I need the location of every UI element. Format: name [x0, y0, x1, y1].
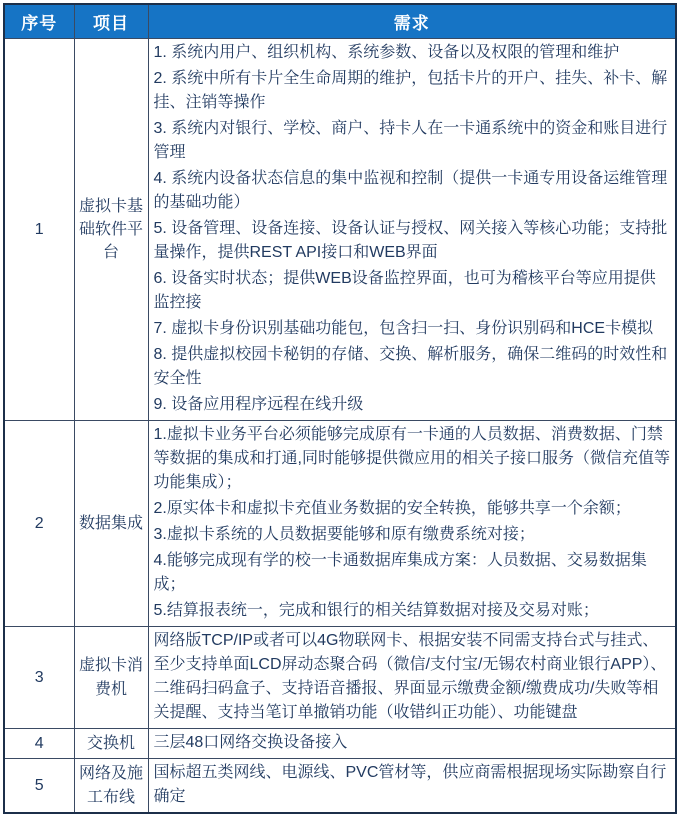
- requirement-paragraph: 2.原实体卡和虚拟卡充值业务数据的安全转换，能够共享一个余额；: [153, 500, 631, 517]
- row-number-cell: 5: [4, 759, 74, 814]
- requirement-paragraph: 3. 系统内对银行、学校、商户、持卡人在一卡通系统中的资金和账目进行管理: [153, 120, 668, 161]
- requirement-paragraph: 1. 系统内用户、组织机构、系统参数、设备以及权限的管理和维护: [153, 44, 620, 61]
- requirement-paragraph: 3.虚拟卡系统的人员数据要能够和原有缴费系统对接；: [153, 526, 535, 543]
- table-row: [4, 759, 676, 814]
- requirement-paragraph: 5. 设备管理、设备连接、设备认证与授权、网关接入等核心功能；支持批量操作，提供REST API接口和WEB界面: [153, 220, 668, 261]
- project-cell: 虚拟卡消费机: [74, 627, 148, 729]
- requirement-paragraph: 1.虚拟卡业务平台必须能够完成原有一卡通的人员数据、消费数据、门禁等数据的集成和打通,同时能够提供微应用的相关子接口服务（微信充值等功能集成）；: [153, 426, 670, 491]
- requirement-paragraph: 国标超五类网线、电源线、PVC管材等，供应商需根据现场实际勘察自行确定: [153, 764, 667, 805]
- requirement-paragraph: 4. 系统内设备状态信息的集中监视和控制（提供一卡通专用设备运维管理的基础功能）: [153, 170, 668, 211]
- requirement-paragraph: 三层48口网络交换设备接入: [153, 734, 348, 751]
- row-number-cell: 1: [4, 39, 74, 421]
- requirements-cell: [148, 729, 676, 759]
- requirement-paragraph: 9. 设备应用程序远程在线升级: [153, 396, 364, 413]
- row-number-cell: 2: [4, 421, 74, 627]
- table-row: [4, 729, 676, 759]
- requirements-cell: [148, 627, 676, 729]
- requirement-paragraph: 网络版TCP/IP或者可以4G物联网卡、根据安装不同需支持台式与挂式、至少支持单面LCD屏动态聚合码（微信/支付宝/无锡农村商业银行APP）、二维码扫码盒子、支持语音播报、界面显示缴费金额/缴费成功/失败等相关提醒、支持当笔订单撤销功能（收错纠正功能）、功能键盘: [153, 632, 667, 721]
- table-row: [4, 39, 676, 421]
- requirement-paragraph: 8. 提供虚拟校园卡秘钥的存储、交换、解析服务，确保二维码的时效性和安全性: [153, 346, 668, 387]
- requirement-paragraph: 5.结算报表统一，完成和银行的相关结算数据对接及交易对账；: [153, 602, 599, 619]
- project-cell: 网络及施工布线: [74, 759, 148, 814]
- requirement-paragraph: 4.能够完成现有学的校一卡通数据库集成方案：人员数据、交易数据集成；: [153, 552, 647, 593]
- requirements-cell: [148, 759, 676, 814]
- requirements-cell: [148, 421, 676, 627]
- requirements-table: [3, 3, 677, 814]
- header-cell-requirement: 需求: [148, 4, 676, 39]
- project-cell: 交换机: [74, 729, 148, 759]
- project-cell: 虚拟卡基础软件平台: [74, 39, 148, 421]
- row-number-cell: 4: [4, 729, 74, 759]
- header-cell-project: 项目: [74, 4, 148, 39]
- requirements-cell: [148, 39, 676, 421]
- requirement-paragraph: 2. 系统中所有卡片全生命周期的维护，包括卡片的开户、挂失、补卡、解挂、注销等操作: [153, 70, 668, 111]
- table-row: [4, 627, 676, 729]
- header-cell-number: 序号: [4, 4, 74, 39]
- requirement-paragraph: 6. 设备实时状态；提供WEB设备监控界面，也可为稽核平台等应用提供监控接: [153, 270, 656, 311]
- table-row: [4, 421, 676, 627]
- project-cell: 数据集成: [74, 421, 148, 627]
- requirement-paragraph: 7. 虚拟卡身份识别基础功能包，包含扫一扫、身份识别码和HCE卡模拟: [153, 320, 654, 337]
- row-number-cell: 3: [4, 627, 74, 729]
- header-row: [4, 4, 676, 39]
